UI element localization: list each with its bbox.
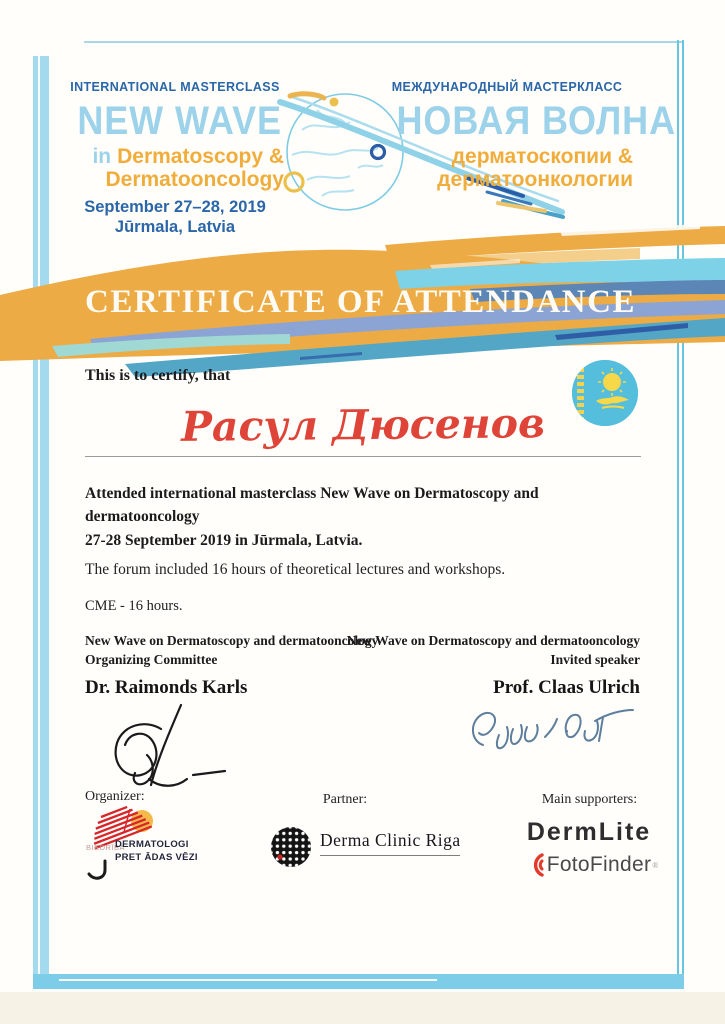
umbrella-handle-icon (89, 861, 105, 878)
frame-left-white-line (38, 56, 40, 989)
subtitle-ru-1: дерматоскопии & (451, 145, 633, 168)
signatory-right (328, 630, 640, 764)
frame-right-line-outer (677, 40, 679, 988)
fotofinder-arcs-icon (527, 852, 546, 878)
registered-mark: ® (652, 860, 659, 870)
kicker-ru: МЕЖДУНАРОДНЫЙ МАСТЕРКЛАСС (391, 80, 623, 94)
fotofinder-text: FotoFinder (546, 853, 652, 876)
frame-right-line-inner (682, 40, 684, 988)
supporter-fotofinder-logo (505, 852, 680, 878)
logo-red-dot-icon (277, 854, 282, 859)
organizer-logo-small-text: BIEDRĪBA (86, 843, 126, 852)
organizer-logo (72, 806, 262, 901)
frame-bottom-brushstroke (33, 974, 684, 989)
certificate-title: CERTIFICATE OF ATTENDANCE (85, 284, 636, 320)
supporters-label: Main supporters: (541, 792, 638, 807)
partner-underline (320, 855, 460, 856)
yellow-dot-icon (330, 98, 339, 107)
subtitle-ru-2: дерматоонкологии (437, 167, 633, 191)
frame-bottom-white-line (59, 979, 437, 981)
forum-line: The forum included 16 hours of theoretical lectures and workshops. (85, 560, 506, 578)
supporter-dermlite-logo: DermLite (526, 818, 652, 846)
halftone-globe-logo-icon (268, 824, 318, 874)
subtitle-en-prefix: in (92, 145, 112, 168)
cme-line: CME - 16 hours. (85, 598, 183, 615)
event-location: Jūrmala, Latvia (114, 218, 236, 237)
subtitle-en-line1: Dermatoscopy & (117, 145, 284, 168)
header-english (66, 80, 284, 238)
partner-logo (268, 824, 473, 879)
signatory-left-org: New Wave on Dermatoscopy and dermatooncology (85, 633, 379, 648)
signatory-right-org: New Wave on Dermatoscopy and dermatooncology (346, 633, 640, 648)
organizer-label: Organizer: (85, 789, 145, 804)
signatory-left-role: Organizing Committee (85, 651, 218, 667)
signatory-right-name: Prof. Claas Ulrich (493, 676, 640, 698)
signatory-left-name: Dr. Raimonds Karls (85, 676, 248, 698)
attended-line-2: 27-28 September 2019 in Jūrmala, Latvia. (85, 531, 363, 549)
scan-edge (0, 992, 725, 1024)
signatory-right-role: Invited speaker (550, 651, 640, 667)
frame-top-line (84, 41, 684, 43)
recipient-name: Расул Дюсенов (180, 399, 546, 451)
subtitle-en-1 (66, 146, 284, 169)
title-en: NEW WAVE (77, 99, 282, 143)
event-date: September 27–28, 2019 (84, 198, 266, 217)
organizer-logo-line2: PRET ĀDAS VĒZI (115, 852, 198, 863)
organizer-logo-line1: DERMATOLOGI (115, 839, 189, 850)
partner-label: Partner: (322, 792, 368, 807)
title-ru: НОВАЯ ВОЛНА (396, 99, 676, 143)
kicker-en: INTERNATIONAL MASTERCLASS (70, 80, 280, 94)
header-russian (381, 80, 676, 191)
attended-line-1: Attended international masterclass New Wave on Dermatoscopy and dermatooncology (85, 485, 539, 526)
subtitle-en-2: Dermatooncology (105, 167, 284, 191)
yellow-ring-icon (285, 173, 303, 191)
name-underline (85, 456, 641, 457)
karls-signature (85, 701, 255, 793)
certificate-body (85, 482, 655, 615)
frame-left-brushstroke (33, 56, 49, 989)
partner-name: Derma Clinic Riga (320, 830, 461, 850)
certify-label: This is to certify, that (85, 367, 231, 384)
ulrich-signature (455, 701, 640, 759)
